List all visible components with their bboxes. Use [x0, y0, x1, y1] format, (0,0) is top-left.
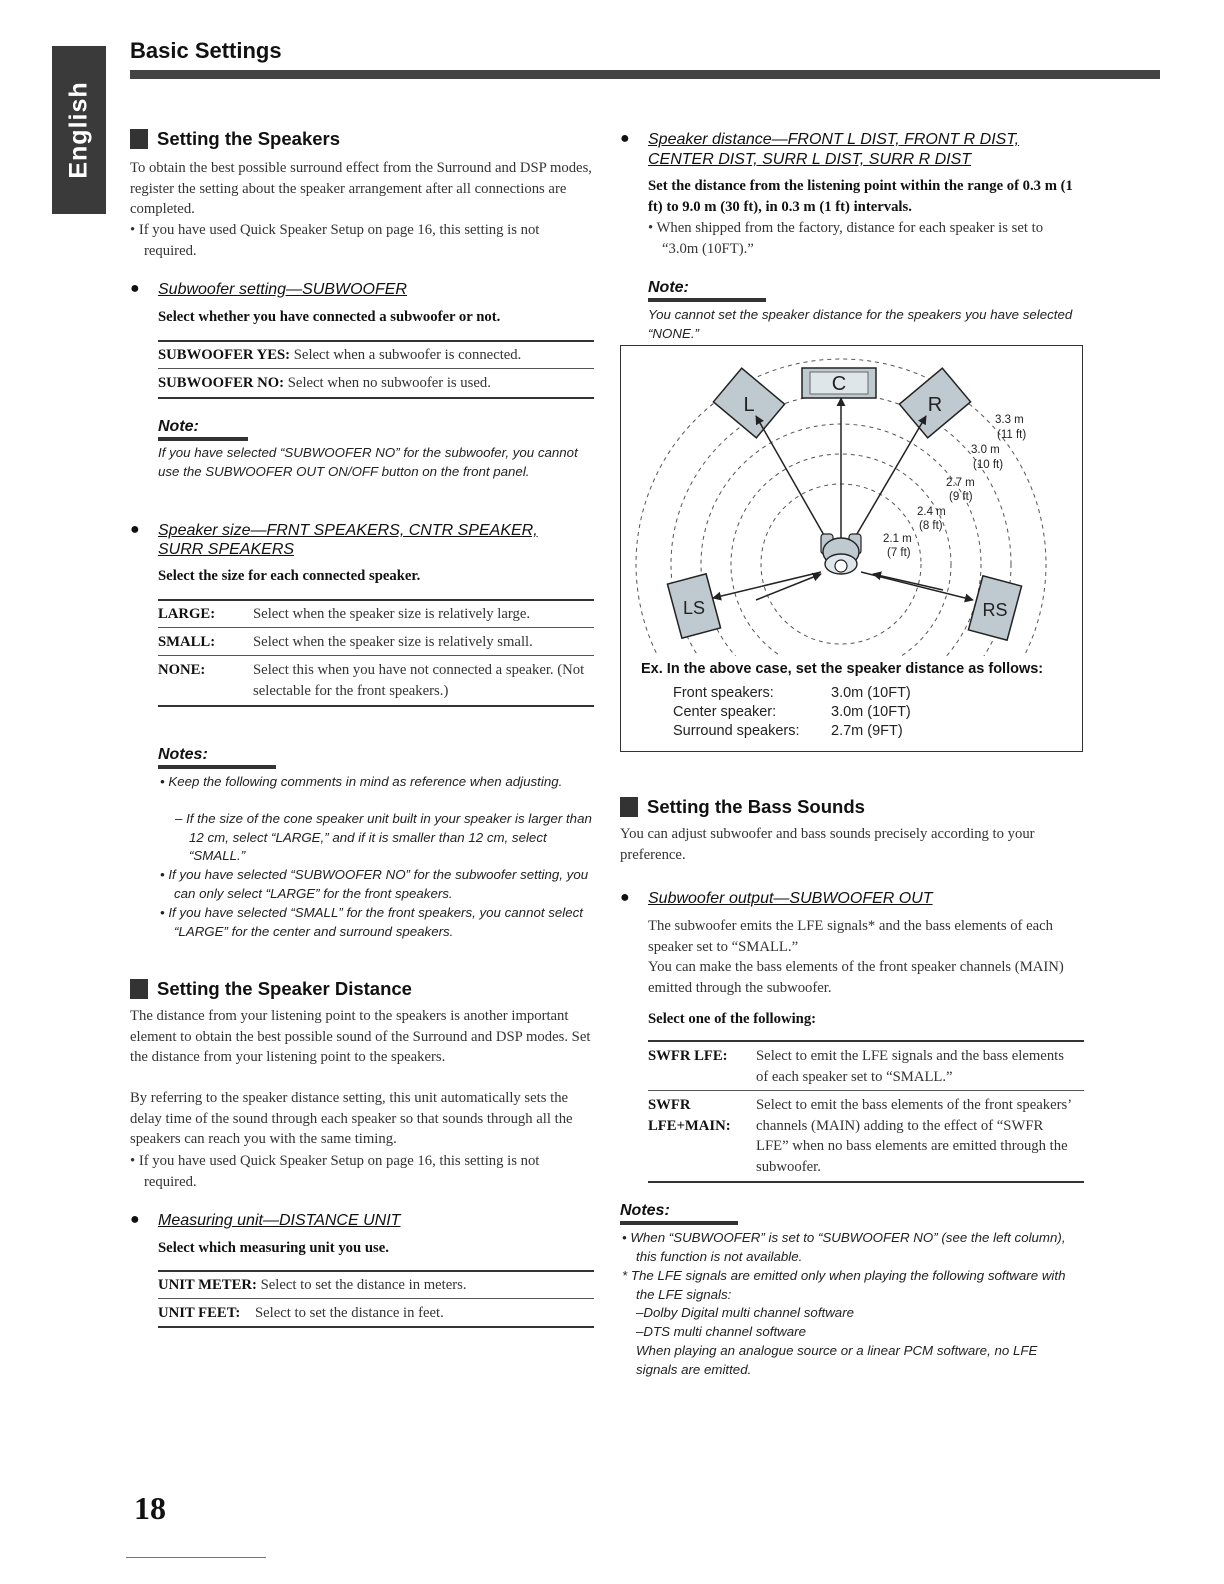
option-desc: Select this when you have not connected a speaker. (Not selectable for the front speakers.)	[253, 662, 585, 699]
speakers-intro: To obtain the best possible surround effect from the Surround and DSP modes, register the setting about the speaker arrangement after all connections are completed.	[130, 160, 592, 217]
note-item: • When “SUBWOOFER” is set to “SUBWOOFER NO” (see the left column), this function is not available.	[622, 1230, 1066, 1264]
speaker-distance-instruction: Set the distance from the listening point within the range of 0.3 m (1 ft) to 9.0 m (30 ft), in 0.3 m (1 ft) intervals.	[648, 178, 1073, 215]
page-number: 18	[134, 1490, 166, 1526]
section-heading-distance: Setting the Speaker Distance	[130, 978, 412, 1000]
note-item: – If the size of the cone speaker unit built in your speaker is larger than 12 cm, select “LARGE,” and if it is smaller than 12 cm, select “SMALL.”	[175, 811, 592, 864]
ring-label-m: 2.4 m	[917, 506, 946, 518]
notes-label: Notes:	[620, 1202, 670, 1219]
table-rule	[158, 1270, 594, 1272]
note-item: When playing an analogue source or a linear PCM software, no LFE signals are emitted.	[636, 1343, 1038, 1377]
language-tab	[52, 46, 106, 214]
note-item: –DTS multi channel software	[636, 1324, 806, 1339]
subwoofer-output-p1: The subwoofer emits the LFE signals* and the bass elements of each speaker set to “SMALL.”	[648, 918, 1054, 955]
option-key: SWFR LFE:	[648, 1048, 728, 1064]
speaker-left	[713, 368, 784, 438]
subwoofer-output-title: Subwoofer output—SUBWOOFER OUT	[648, 890, 933, 907]
listener-icon	[821, 534, 861, 574]
note-label: Note:	[158, 418, 199, 435]
ring-label-m: 3.3 m	[995, 414, 1024, 426]
table-rule	[648, 1040, 1084, 1042]
option-desc: Select to emit the bass elements of the front speakers’ channels (MAIN) adding to the effect of “SWFR LFE” when no bass elements are emitted through the subwoofer.	[756, 1097, 1071, 1175]
speaker-distance-title-2: CENTER DIST, SURR L DIST, SURR R DIST	[648, 151, 972, 168]
ring-label-ft: (11 ft)	[997, 429, 1027, 441]
option-desc: Select when the speaker size is relatively small.	[253, 634, 533, 650]
example-label: Surround speakers:	[673, 723, 800, 739]
example-label: Front speakers:	[673, 685, 774, 701]
ring-label-ft: (9 ft)	[949, 491, 973, 503]
table-rule	[158, 368, 594, 369]
note-item: • Keep the following comments in mind as reference when adjusting.	[160, 774, 563, 789]
example-value: 2.7m (9FT)	[831, 723, 903, 739]
table-rule	[158, 1326, 594, 1328]
speaker-right-surround	[968, 576, 1021, 640]
ring-label-m: 2.1 m	[883, 533, 912, 545]
bass-intro: You can adjust subwoofer and bass sounds precisely according to your preference.	[620, 826, 1035, 863]
section-heading-speakers: Setting the Speakers	[130, 128, 340, 150]
speaker-distance-note: You cannot set the speaker distance for the speakers you have selected “NONE.”	[648, 307, 1073, 341]
square-bullet-icon	[620, 797, 638, 817]
page-title: Basic Settings	[130, 38, 282, 63]
table-rule	[648, 1181, 1084, 1183]
svg-text:RS: RS	[982, 600, 1008, 620]
footer-rule	[126, 1557, 266, 1558]
option-key: NONE:	[158, 662, 206, 678]
measuring-unit-instruction: Select which measuring unit you use.	[158, 1240, 389, 1256]
example-label: Center speaker:	[673, 704, 777, 720]
table-rule	[158, 397, 594, 399]
ring-label-ft: (8 ft)	[919, 520, 943, 532]
distance-p1: The distance from your listening point to the speakers is another important element to obtain the best possible sound of the Surround and DSP modes. Set the distance from your listening point to the speakers.	[130, 1008, 591, 1065]
speakers-bullet: • If you have used Quick Speaker Setup on page 16, this setting is not required.	[130, 222, 540, 259]
distance-p2: By referring to the speaker distance setting, this unit automatically sets the delay time of the sound through each speaker so that sounds through all the speakers can reach you with the same timing.	[130, 1090, 573, 1147]
speaker-size-title-2: SURR SPEAKERS	[158, 541, 295, 558]
table-rule	[158, 705, 594, 707]
subwoofer-setting-title: Subwoofer setting—SUBWOOFER	[158, 281, 407, 298]
note-rule	[158, 765, 276, 769]
speaker-right	[899, 368, 970, 438]
subwoofer-instruction: Select whether you have connected a subwoofer or not.	[158, 309, 501, 325]
speaker-size-instruction: Select the size for each connected speaker.	[158, 568, 421, 584]
option-key: LARGE:	[158, 606, 216, 622]
svg-text:R: R	[927, 394, 943, 416]
subwoofer-note: If you have selected “SUBWOOFER NO” for the subwoofer, you cannot use the SUBWOOFER OUT ON/OFF button on the front panel.	[158, 445, 578, 479]
bullet-dot-icon: ●	[620, 130, 630, 147]
speaker-layout-svg	[621, 346, 1082, 656]
note-label: Note:	[648, 279, 689, 296]
option-key: SWFR LFE+MAIN:	[648, 1097, 731, 1134]
square-bullet-icon	[130, 979, 148, 999]
table-rule	[648, 1090, 1084, 1091]
bullet-dot-icon: ●	[130, 521, 140, 538]
speaker-center	[802, 368, 876, 398]
table-rule	[158, 340, 594, 342]
bullet-dot-icon: ●	[130, 280, 140, 297]
ring-label-m: 2.7 m	[946, 477, 975, 489]
language-label: English	[64, 81, 93, 179]
bullet-dot-icon: ●	[620, 889, 630, 906]
speaker-distance-diagram	[620, 345, 1083, 752]
example-heading: Ex. In the above case, set the speaker distance as follows:	[641, 661, 1044, 677]
table-rule	[158, 627, 594, 628]
example-value: 3.0m (10FT)	[831, 704, 911, 720]
note-item: * The LFE signals are emitted only when playing the following software with the LFE signals:	[622, 1268, 1066, 1302]
notes-label: Notes:	[158, 746, 208, 763]
subwoofer-output-instruction: Select one of the following:	[648, 1011, 817, 1027]
table-rule	[158, 599, 594, 601]
option-row: UNIT METER: Select to set the distance in meters.	[158, 1277, 467, 1293]
ring-label-ft: (7 ft)	[887, 547, 911, 559]
note-item: • If you have selected “SUBWOOFER NO” for the subwoofer setting, you can only select “LARGE” for the front speakers.	[160, 867, 589, 901]
square-bullet-icon	[130, 129, 148, 149]
svg-text:LS: LS	[682, 598, 706, 618]
section-heading-bass: Setting the Bass Sounds	[620, 796, 865, 818]
bullet-dot-icon: ●	[130, 1211, 140, 1228]
example-value: 3.0m (10FT)	[831, 685, 911, 701]
option-row: UNIT FEET: Select to set the distance in feet.	[158, 1305, 444, 1321]
measuring-unit-title: Measuring unit—DISTANCE UNIT	[158, 1212, 401, 1229]
note-rule	[648, 298, 766, 302]
option-row: SUBWOOFER YES: Select when a subwoofer is connected.	[158, 347, 522, 363]
subwoofer-output-p2: You can make the bass elements of the front speaker channels (MAIN) emitted through the subwoofer.	[648, 959, 1064, 996]
note-item: • If you have selected “SMALL” for the front speakers, you cannot select “LARGE” for the center and surround speakers.	[160, 905, 583, 939]
ring-label-m: 3.0 m	[971, 444, 1000, 456]
option-desc: Select when the speaker size is relatively large.	[253, 606, 531, 622]
ring-label-ft: (10 ft)	[973, 459, 1004, 471]
speaker-distance-title-1: Speaker distance—FRONT L DIST, FRONT R DIST,	[648, 131, 1020, 148]
svg-text:L: L	[743, 394, 755, 416]
speaker-size-title-1: Speaker size—FRNT SPEAKERS, CNTR SPEAKER,	[158, 522, 538, 539]
note-item: –Dolby Digital multi channel software	[636, 1305, 855, 1320]
option-row: SUBWOOFER NO: Select when no subwoofer is used.	[158, 375, 491, 391]
note-rule	[158, 437, 248, 441]
note-rule	[620, 1221, 738, 1225]
title-rule	[130, 70, 1160, 79]
distance-bullet: • If you have used Quick Speaker Setup on page 16, this setting is not required.	[130, 1153, 540, 1190]
table-rule	[158, 655, 594, 656]
table-rule	[158, 1298, 594, 1299]
speaker-left-surround	[667, 574, 720, 638]
svg-text:C: C	[831, 373, 847, 395]
speaker-distance-bullet: • When shipped from the factory, distance for each speaker is set to “3.0m (10FT).”	[648, 220, 1044, 257]
option-desc: Select to emit the LFE signals and the bass elements of each speaker set to “SMALL.”	[756, 1048, 1064, 1085]
option-key: SMALL:	[158, 634, 216, 650]
